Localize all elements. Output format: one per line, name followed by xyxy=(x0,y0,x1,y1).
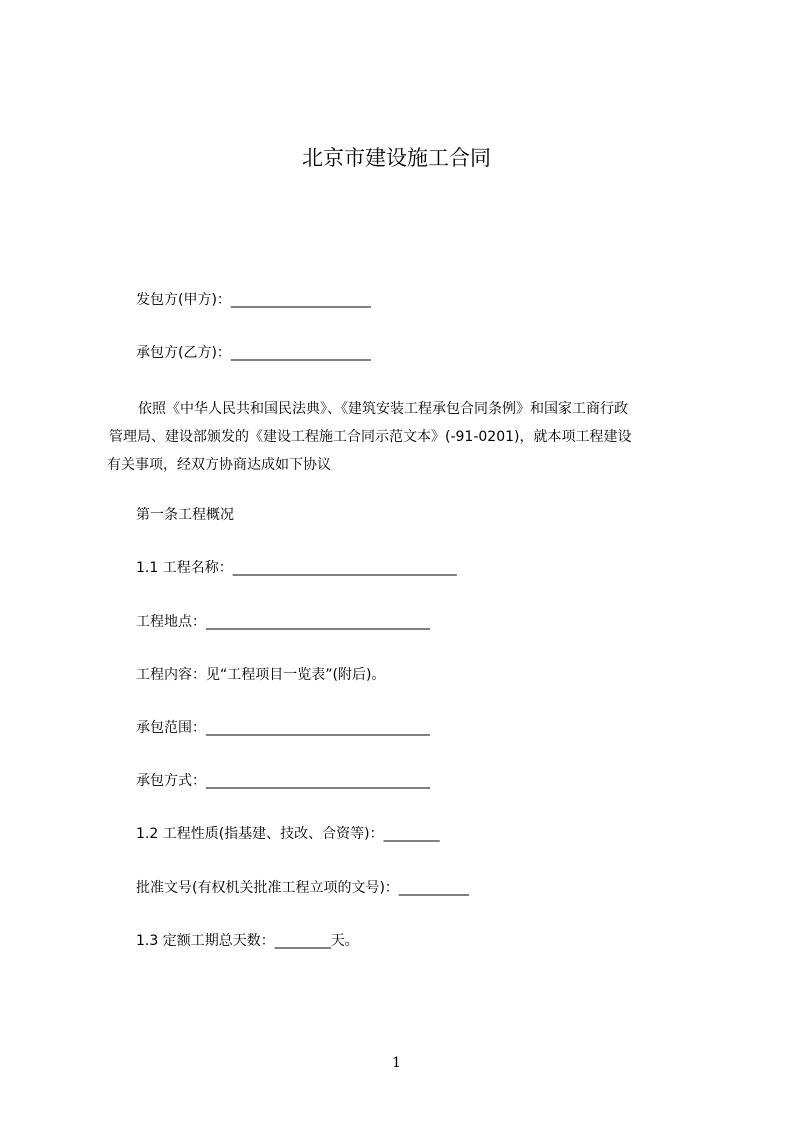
party-b-line: 承包方(乙方)：____________________ xyxy=(136,345,371,361)
page-number: 1 xyxy=(392,1055,401,1071)
intro-paragraph xyxy=(107,395,707,479)
project-content-line: 工程内容：见“工程项目一览表”(附后)。 xyxy=(136,667,386,683)
article-1-heading: 第一条工程概况 xyxy=(136,507,234,523)
party-a-line: 发包方(甲方)：____________________ xyxy=(136,292,371,308)
duration-line: 1.3 定额工期总天数：________天。 xyxy=(136,933,359,949)
intro-line-3: 有关事项，经双方协商达成如下协议 xyxy=(107,457,331,473)
contract-method-line: 承包方式：________________________________ xyxy=(136,773,430,789)
intro-line-2: 管理局、建设部颁发的《建设工程施工合同示范文本》(-91-0201)，就本项工程建设 xyxy=(109,429,632,445)
contract-scope-line: 承包范围：________________________________ xyxy=(136,720,430,736)
intro-line-1: 依照《中华人民共和国民法典》、《建筑安装工程承包合同条例》和国家工商行政 xyxy=(138,401,628,417)
document-title: 北京市建设施工合同 xyxy=(302,146,491,170)
project-location-line: 工程地点：________________________________ xyxy=(136,614,430,630)
approval-number-line: 批准文号(有权机关批准工程立项的文号)：__________ xyxy=(136,880,469,896)
project-nature-line: 1.2 工程性质(指基建、技改、合资等)：________ xyxy=(136,826,440,842)
project-name-line: 1.1 工程名称：________________________________ xyxy=(136,560,457,576)
